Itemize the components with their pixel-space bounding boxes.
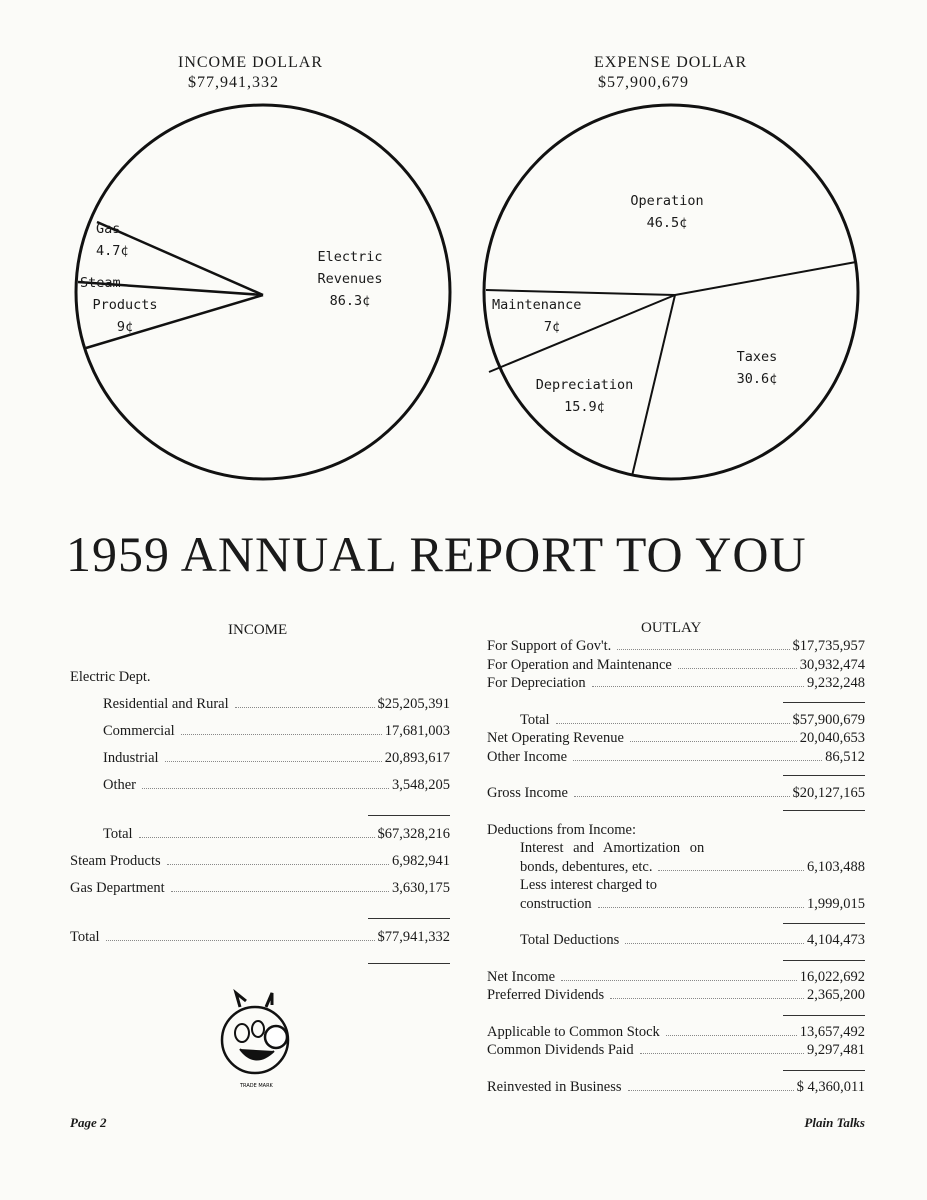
dot-leader [167, 864, 389, 865]
dot-leader [658, 870, 804, 871]
outlay-table [487, 637, 865, 1096]
row-label: Gross Income [487, 785, 568, 801]
divider [783, 775, 865, 776]
dot-leader [165, 761, 382, 762]
label-line: Gas [96, 221, 121, 237]
row-label: For Support of Gov't. [487, 638, 612, 654]
label-line: 30.6¢ [736, 371, 778, 387]
row-value: $57,900,679 [792, 711, 865, 728]
row-label: construction [520, 895, 592, 912]
expense-label-depreciation [522, 374, 647, 418]
table-row [487, 931, 865, 950]
row-label: Total [520, 711, 550, 728]
table-row [487, 968, 865, 987]
expense-chart-amount: $57,900,679 [598, 74, 689, 91]
expense-slice-operation-taxes [675, 262, 856, 295]
mascot-logo [210, 985, 310, 1095]
dot-leader [171, 891, 389, 892]
dot-leader [617, 649, 789, 650]
row-value: $17,735,957 [792, 638, 865, 654]
label-line: Electric [317, 249, 383, 265]
row-label: Other Income [487, 748, 568, 765]
row-value: $77,941,332 [377, 929, 450, 945]
row-value: 3,630,175 [392, 880, 450, 896]
dot-leader [610, 998, 804, 999]
row-label: Net Operating Revenue [487, 730, 624, 746]
dot-leader [625, 943, 804, 944]
dot-leader [139, 837, 375, 838]
row-value: 6,103,488 [807, 858, 865, 875]
row-value: 2,365,200 [807, 987, 865, 1003]
row-value: 17,681,003 [384, 723, 450, 739]
row-label: For Depreciation [487, 675, 586, 691]
income-label-electric [295, 246, 405, 312]
page-number: Page 2 [70, 1115, 107, 1130]
table-row [487, 986, 865, 1005]
divider [368, 918, 450, 919]
dot-leader [556, 723, 790, 724]
row-value: $ 4,360,011 [796, 1078, 865, 1095]
row-label: Applicable to Common Stock [487, 1023, 660, 1040]
dot-leader [592, 686, 804, 687]
label-line: 86.3¢ [329, 293, 371, 309]
divider [783, 960, 865, 961]
electric-rows [70, 691, 450, 848]
dot-leader [598, 907, 804, 908]
row-label: Steam Products [70, 853, 161, 869]
table-row [103, 745, 450, 772]
table-row [487, 784, 865, 803]
label-line: Maintenance [492, 297, 582, 313]
row-value: 3,548,205 [392, 777, 450, 793]
row-label: Common Dividends Paid [487, 1042, 634, 1058]
row-value: $25,205,391 [377, 696, 450, 712]
deduction-line: Interest and Amortization on [520, 840, 705, 856]
dot-leader [678, 668, 797, 669]
label-line: 15.9¢ [564, 399, 605, 415]
row-value: 20,893,617 [384, 750, 450, 766]
table-row [487, 748, 865, 767]
divider [368, 963, 450, 964]
row-label: Total [103, 826, 133, 842]
dot-leader [106, 940, 375, 941]
expense-label-operation [612, 190, 722, 234]
row-label: Reinvested in Business [487, 1078, 622, 1095]
table-row [103, 718, 450, 745]
dot-leader [666, 1035, 797, 1036]
table-row [487, 1023, 865, 1042]
income-label-gas [96, 218, 129, 262]
income-table [70, 664, 450, 965]
table-row [70, 875, 450, 902]
row-value: 1,999,015 [807, 895, 865, 912]
table-row [70, 924, 450, 951]
deduction-line: Less interest charged to [520, 877, 658, 893]
table-row [487, 858, 865, 877]
divider [783, 810, 865, 811]
expense-chart-title-text: EXPENSE DOLLAR [594, 54, 748, 71]
table-row [487, 674, 865, 693]
row-label: Gas Department [70, 880, 165, 896]
label-line: Taxes [736, 349, 778, 365]
dot-leader [235, 707, 375, 708]
row-label: Commercial [103, 723, 175, 739]
dot-leader [628, 1090, 794, 1091]
label-line: Steam [80, 275, 121, 291]
label-line: 7¢ [543, 319, 561, 335]
divider [783, 923, 865, 924]
deductions-heading: Deductions from Income: [487, 821, 636, 838]
income-chart-title-text: INCOME DOLLAR [178, 54, 323, 71]
table-row [103, 772, 450, 799]
divider [368, 815, 450, 816]
row-value: 30,932,474 [799, 656, 865, 673]
table-row [487, 895, 865, 914]
pie-charts [0, 0, 927, 500]
row-value: 9,297,481 [807, 1042, 865, 1058]
row-label: Residential and Rural [103, 696, 229, 712]
table-row [487, 637, 865, 656]
label-line: Products [92, 297, 158, 313]
row-value: 13,657,492 [799, 1023, 865, 1040]
table-row [487, 711, 865, 730]
row-value: 6,982,941 [392, 853, 450, 869]
label-line: 9¢ [116, 319, 134, 335]
row-label: Industrial [103, 750, 159, 766]
label-line: 4.7¢ [96, 243, 129, 259]
table-row [487, 729, 865, 748]
label-line: Depreciation [535, 377, 634, 393]
table-row [103, 691, 450, 718]
label-line: Revenues [317, 271, 383, 287]
label-line: 46.5¢ [646, 215, 688, 231]
dot-leader [181, 734, 382, 735]
label-line: Operation [630, 193, 704, 209]
electric-dept-heading: Electric Dept. [70, 669, 151, 685]
divider [783, 702, 865, 703]
income-chart-amount: $77,941,332 [188, 74, 279, 91]
divider [783, 1070, 865, 1071]
table-row [487, 1041, 865, 1060]
dot-leader [574, 796, 790, 797]
row-label: Other [103, 777, 137, 793]
table-row [487, 1078, 865, 1097]
dot-leader [573, 760, 822, 761]
row-label: Net Income [487, 968, 556, 985]
income-title: INCOME [228, 622, 288, 638]
table-row [487, 656, 865, 675]
row-value: $20,127,165 [792, 785, 865, 801]
table-row [70, 848, 450, 875]
row-label: Total Deductions [520, 932, 620, 948]
row-value: $67,328,216 [377, 826, 450, 842]
row-value: 16,022,692 [799, 968, 865, 985]
table-row [103, 821, 450, 848]
row-label: Preferred Dividends [487, 987, 605, 1003]
outlay-title: OUTLAY [641, 620, 702, 636]
row-label: For Operation and Maintenance [487, 656, 672, 673]
dot-leader [640, 1053, 804, 1054]
svg-text:TRADE MARK: TRADE MARK [240, 1083, 273, 1089]
income-label-steam [80, 272, 170, 338]
dot-leader [142, 788, 389, 789]
dot-leader [561, 980, 797, 981]
publication-name: Plain Talks [804, 1115, 865, 1130]
dot-leader [630, 741, 797, 742]
page-headline: 1959 ANNUAL REPORT TO YOU [66, 526, 807, 582]
expense-label-taxes [712, 346, 802, 390]
row-label: bonds, debentures, etc. [520, 858, 653, 875]
expense-label-maintenance [492, 294, 612, 338]
row-value: 4,104,473 [807, 932, 865, 948]
row-value: 20,040,653 [799, 730, 865, 746]
row-label: Total [70, 929, 100, 945]
row-value: 9,232,248 [807, 675, 865, 691]
divider [783, 1015, 865, 1016]
row-value: 86,512 [825, 748, 865, 765]
